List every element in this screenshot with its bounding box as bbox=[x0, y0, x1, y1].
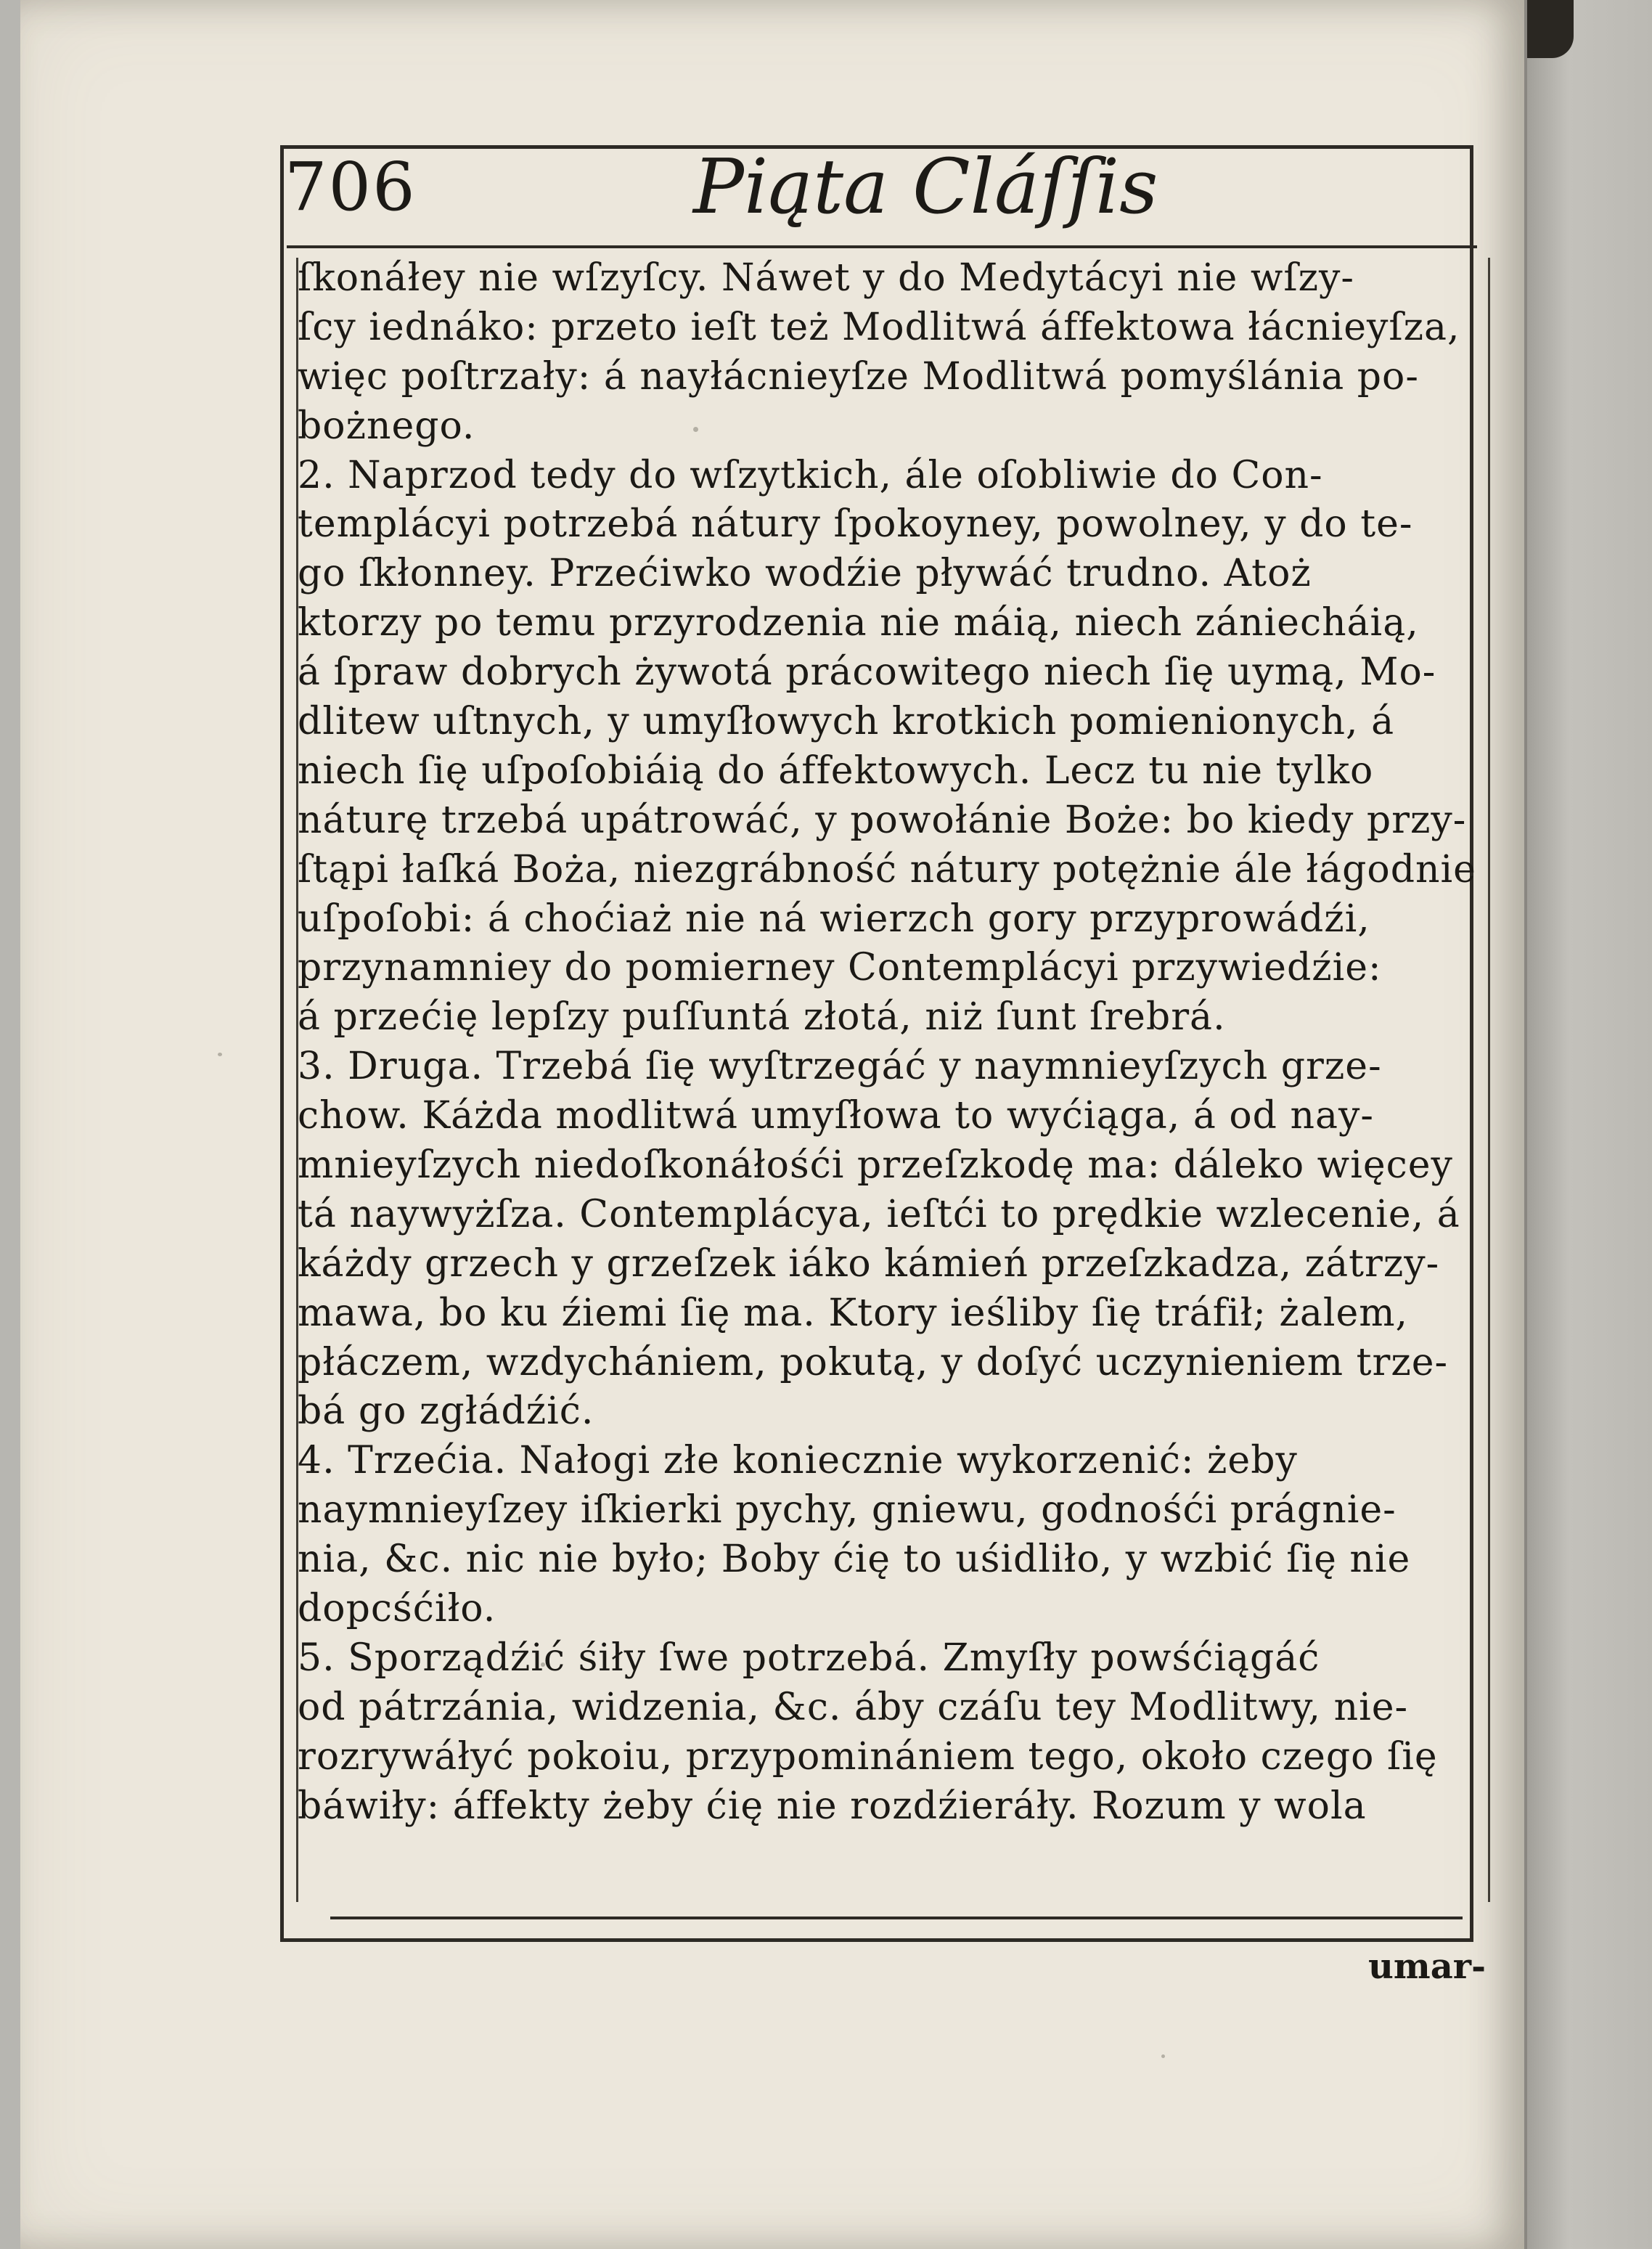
text-line: więc poſtrzały: á nayłácnieyſze Modlitwá pomyślánia po- bbox=[298, 354, 1419, 399]
text-line: tá naywyżſza. Contemplácya, ieſtći to prędkie wzlecenie, á bbox=[298, 1192, 1460, 1236]
text-line: á przećię lepſzy puſſuntá złotá, niż ſunt ſrebrá. bbox=[298, 995, 1226, 1040]
text-line: 5. Sporządźić śiły ſwe potrzebá. Zmyſły powśćiągáć bbox=[298, 1636, 1320, 1680]
text-line: ſcy iednáko: przeto ieſt też Modlitwá áffektowa łácnieyſza, bbox=[298, 305, 1460, 349]
text-line: chow. Káżda modlitwá umyſłowa to wyćiąga, á od nay- bbox=[298, 1094, 1374, 1138]
text-line: báwiły: áffekty żeby ćię nie rozdźieráły. Rozum y wola bbox=[298, 1784, 1367, 1828]
text-line: dlitew uſtnych, y umyſłowych krotkich pomienionych, á bbox=[298, 700, 1395, 744]
text-line: naymnieyſzey iſkierki pychy, gniewu, godnośći prágnie- bbox=[298, 1488, 1397, 1532]
text-line: od pátrzánia, widzenia, &c. áby czáſu tey Modlitwy, nie- bbox=[298, 1685, 1409, 1729]
text-line: przynamniey do pomierney Contemplácyi przywiedźie: bbox=[298, 946, 1382, 990]
text-line: rozrywáłyć pokoiu, przypominániem tego, około czego ſię bbox=[298, 1734, 1438, 1779]
text-line: 4. Trzećia. Nałogi złe koniecznie wykorzenić: żeby bbox=[298, 1439, 1298, 1483]
text-line: ſkonáłey nie wſzyſcy. Náwet y do Medytácyi nie wſzy- bbox=[298, 256, 1354, 300]
text-line: ktorzy po temu przyrodzenia nie máią, niech zániecháią, bbox=[298, 601, 1419, 645]
text-line: 2. Naprzod tedy do wſzytkich, ále oſobliwie do Con- bbox=[298, 453, 1323, 497]
text-line: templácyi potrzebá nátury ſpokoyney, powolney, y do te- bbox=[298, 502, 1413, 547]
text-line: bá go zgłádźić. bbox=[298, 1389, 594, 1434]
text-line: bożnego. bbox=[298, 404, 475, 448]
text-line: nia, &c. nic nie było; Boby ćię to uśidliło, y wzbić ſię nie bbox=[298, 1538, 1411, 1582]
running-head: Piąta Cláſſis bbox=[693, 142, 1158, 231]
bottom-rule bbox=[330, 1917, 1463, 1919]
text-line: mawa, bo ku źiemi ſię ma. Ktory ieśliby ſię tráfił; żalem, bbox=[298, 1291, 1409, 1335]
text-line: uſpoſobi: á choćiaż nie ná wierzch gory przyprowádźi, bbox=[298, 897, 1370, 941]
text-line: dopcśćiło. bbox=[298, 1587, 496, 1631]
page-number: 706 bbox=[285, 148, 417, 226]
catchword: umar- bbox=[1368, 1946, 1486, 1987]
text-line: káżdy grzech y grzeſzek iáko kámień przeſzkadza, zátrzy- bbox=[298, 1241, 1440, 1286]
text-line: płáczem, wzdychániem, pokutą, y doſyć uczynieniem trze- bbox=[298, 1340, 1449, 1384]
text-line: 3. Druga. Trzebá ſię wyſtrzegáć y naymnieyſzych grze- bbox=[298, 1045, 1382, 1089]
text-line: náturę trzebá upátrowáć, y powołánie Boże: bo kiedy przy- bbox=[298, 798, 1467, 842]
facing-page-edge bbox=[1524, 0, 1652, 2249]
header-rule bbox=[287, 245, 1477, 248]
body-text bbox=[298, 254, 1488, 1832]
text-line: mnieyſzych niedoſkonáłośći przeſzkodę ma: dáleko więcey bbox=[298, 1143, 1453, 1188]
inner-frame-line-right bbox=[1488, 258, 1490, 1902]
text-line: go ſkłonney. Przećiwko wodźie pływáć trudno. Atoż bbox=[298, 552, 1312, 596]
text-line: á ſpraw dobrych żywotá prácowitego niech ſię uymą, Mo- bbox=[298, 650, 1436, 695]
text-line: ſtąpi łaſká Boża, niezgrábność nátury potężnie ále łágodnie bbox=[298, 847, 1476, 891]
text-line: niech ſię uſpoſobiáią do áffektowych. Lecz tu nie tylko bbox=[298, 748, 1374, 793]
